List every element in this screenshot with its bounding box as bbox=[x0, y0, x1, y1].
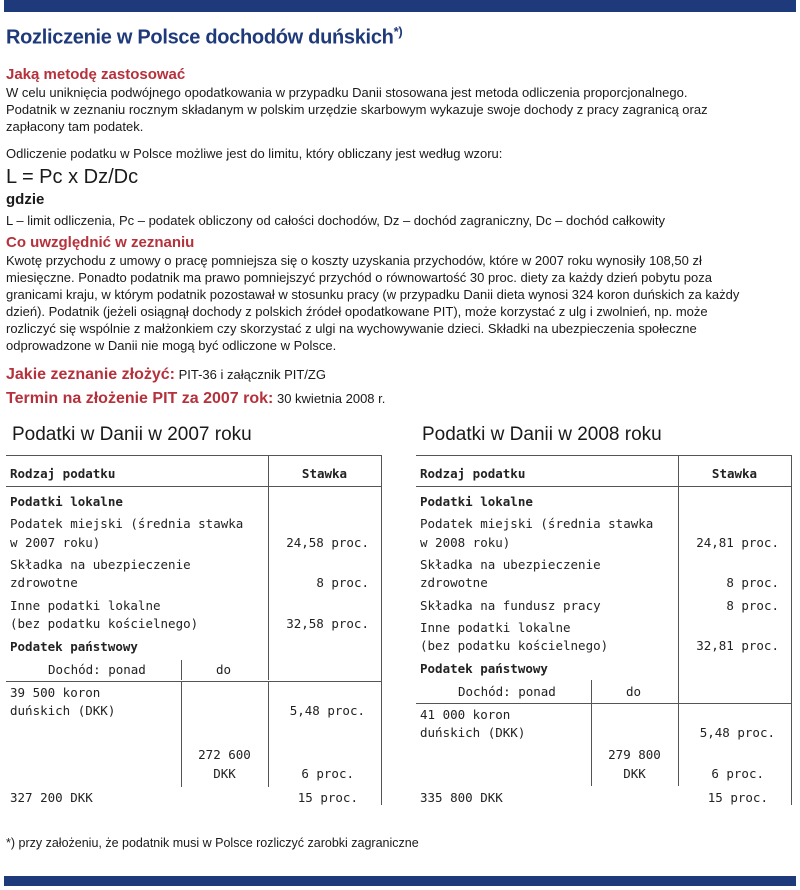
t2007-b2-rate: 6 proc. bbox=[301, 766, 354, 781]
method-heading: Jaką metodę zastosować bbox=[6, 66, 186, 83]
table-rule bbox=[268, 455, 269, 680]
table-rule bbox=[381, 455, 382, 805]
table-rule bbox=[268, 682, 269, 787]
footnote-mark: *) bbox=[6, 836, 16, 850]
deadline-heading: Termin na złożenie PIT za 2007 rok: bbox=[6, 390, 274, 407]
t2008-r3-rate: 32,81 proc. bbox=[696, 638, 779, 653]
table-rule bbox=[416, 455, 791, 456]
deadline-line bbox=[6, 390, 385, 408]
t2008-r3-l1: Inne podatki lokalne bbox=[420, 620, 571, 635]
t2008-col-rate: Stawka bbox=[711, 466, 758, 481]
t2008-col-type: Rodzaj podatku bbox=[420, 466, 526, 481]
t2007-b1-l1: 39 500 koron bbox=[10, 685, 101, 700]
t2007-b3-from: 327 200 DKK bbox=[10, 790, 93, 805]
gdzie-label: gdzie bbox=[6, 191, 45, 208]
t2007-state-heading: Podatek państwowy bbox=[10, 639, 138, 654]
t2008-income-to: do bbox=[626, 684, 642, 699]
t2008-local-heading: Podatki lokalne bbox=[420, 494, 533, 509]
footnote-text: przy założeniu, że podatnik musi w Polsce rozliczyć zarobki zagraniczne bbox=[15, 836, 419, 850]
top-bar bbox=[4, 0, 796, 12]
table-rule bbox=[6, 681, 381, 682]
t2007-r3-l1: Inne podatki lokalne bbox=[10, 598, 161, 613]
t2008-r1-l1: Podatek miejski (średnia stawka bbox=[420, 516, 654, 531]
t2008-b1-l1: 41 000 koron bbox=[420, 707, 511, 722]
t2008-r4-l1: Składka na fundusz pracy bbox=[420, 598, 601, 613]
t2007-r1-l2: w 2007 roku) bbox=[10, 535, 101, 550]
table-rule bbox=[678, 455, 679, 703]
t2008-b3-rate: 15 proc. bbox=[707, 790, 768, 805]
t2008-b2-to-l2: DKK bbox=[623, 766, 646, 781]
t2008-b1-l2: duńskich (DKK) bbox=[420, 725, 526, 740]
footnote bbox=[6, 836, 419, 850]
page-title: Rozliczenie w Polsce dochodów duńskich*) bbox=[6, 24, 403, 49]
t2007-col-rate: Stawka bbox=[301, 466, 348, 481]
t2007-b1-l2: duńskich (DKK) bbox=[10, 703, 116, 718]
method-paragraph: W celu uniknięcia podwójnego opodatkowania w przypadku Danii stosowana jest metoda odliczenia proporcjonalnego. Podatnik w zeznaniu rocznym składanym w polskim urzędzie skarbowym wykazuje swoje dochody z pracy zagranicą oraz zapłacony tam podatek. bbox=[6, 85, 708, 134]
t2007-r3-l2: (bez podatku kościelnego) bbox=[10, 616, 199, 631]
t2008-r1-rate: 24,81 proc. bbox=[696, 535, 779, 550]
title-footnote-mark: *) bbox=[393, 24, 403, 39]
table-2007-title: Podatki w Danii w 2007 roku bbox=[12, 424, 252, 445]
table-rule bbox=[678, 704, 679, 786]
declaration-line bbox=[6, 366, 326, 384]
t2007-b1-rate: 5,48 proc. bbox=[289, 703, 365, 718]
t2007-b2-to-l1: 272 600 bbox=[198, 747, 251, 762]
t2008-b3-from: 335 800 DKK bbox=[420, 790, 503, 805]
table-rule bbox=[591, 704, 592, 786]
t2007-r3-rate: 32,58 proc. bbox=[286, 616, 369, 631]
t2007-r2-l2: zdrowotne bbox=[10, 575, 78, 590]
t2007-b3-rate: 15 proc. bbox=[297, 790, 358, 805]
t2007-r2-rate: 8 proc. bbox=[316, 575, 369, 590]
t2007-col-type: Rodzaj podatku bbox=[10, 466, 116, 481]
t2007-local-heading: Podatki lokalne bbox=[10, 494, 123, 509]
t2008-r3-l2: (bez podatku kościelnego) bbox=[420, 638, 609, 653]
t2008-b1-rate: 5,48 proc. bbox=[699, 725, 775, 740]
table-rule bbox=[181, 660, 182, 680]
t2008-r2-rate: 8 proc. bbox=[726, 575, 779, 590]
t2008-r4-rate: 8 proc. bbox=[726, 598, 779, 613]
formula: L = Pc x Dz/Dc bbox=[6, 166, 139, 188]
include-paragraph: Kwotę przychodu z umowy o pracę pomniejsza się o koszty uzyskania przychodów, które w 2007 roku wynosiły 108,50 zł miesięczne. Ponadto podatnik ma prawo pomniejszyć przychód o równowartość 30 proc. diety za każdy dzień pobytu poza granicami kraju, w którym podatnik pozostawał w stosunku pracy (w przypadku Danii dieta wynosi 324 koron duńskich za każdy dzień). Podatnik (jeżeli osiągnął dochody z polskich źródeł opodatkowane PIT), może korzystać z ulg i zwolnień, np. może rozliczyć się wspólnie z małżonkiem czy skorzystać z ulgi na wychowywanie dzieci. Składki na ubezpieczenia społeczne odprowadzone w Danii nie mogą być odliczone w Polsce. bbox=[6, 253, 740, 353]
table-rule bbox=[416, 703, 791, 704]
deadline-value: 30 kwietnia 2008 r. bbox=[276, 391, 386, 406]
declaration-heading: Jakie zeznanie złożyć: bbox=[6, 366, 175, 383]
declaration-value: PIT-36 i załącznik PIT/ZG bbox=[178, 367, 326, 382]
table-rule bbox=[416, 486, 791, 487]
table-rule bbox=[791, 455, 792, 805]
t2007-r1-l1: Podatek miejski (średnia stawka bbox=[10, 516, 244, 531]
t2007-income-to: do bbox=[216, 662, 232, 677]
t2008-r2-l1: Składka na ubezpieczenie bbox=[420, 557, 601, 572]
t2008-b2-rate: 6 proc. bbox=[711, 766, 764, 781]
bottom-bar bbox=[4, 876, 796, 886]
t2008-r1-l2: w 2008 roku) bbox=[420, 535, 511, 550]
t2008-r2-l2: zdrowotne bbox=[420, 575, 488, 590]
t2007-b2-to-l2: DKK bbox=[213, 766, 236, 781]
table-rule bbox=[591, 680, 592, 703]
table-2008-title: Podatki w Danii w 2008 roku bbox=[422, 424, 662, 445]
table-rule bbox=[6, 455, 381, 456]
t2007-r1-rate: 24,58 proc. bbox=[286, 535, 369, 550]
limit-paragraph: Odliczenie podatku w Polsce możliwe jest do limitu, który obliczany jest według wzoru: bbox=[6, 146, 503, 161]
t2008-income-over: Dochód: ponad bbox=[458, 684, 556, 699]
formula-legend: L – limit odliczenia, Pc – podatek obliczony od całości dochodów, Dz – dochód zagraniczny, Dc – dochód całkowity bbox=[6, 213, 666, 228]
t2008-state-heading: Podatek państwowy bbox=[420, 661, 548, 676]
t2008-b2-to-l1: 279 800 bbox=[608, 747, 661, 762]
t2007-r2-l1: Składka na ubezpieczenie bbox=[10, 557, 191, 572]
table-rule bbox=[6, 486, 381, 487]
include-heading: Co uwzględnić w zeznaniu bbox=[6, 234, 195, 251]
t2007-income-over: Dochód: ponad bbox=[48, 662, 146, 677]
table-rule bbox=[181, 682, 182, 787]
